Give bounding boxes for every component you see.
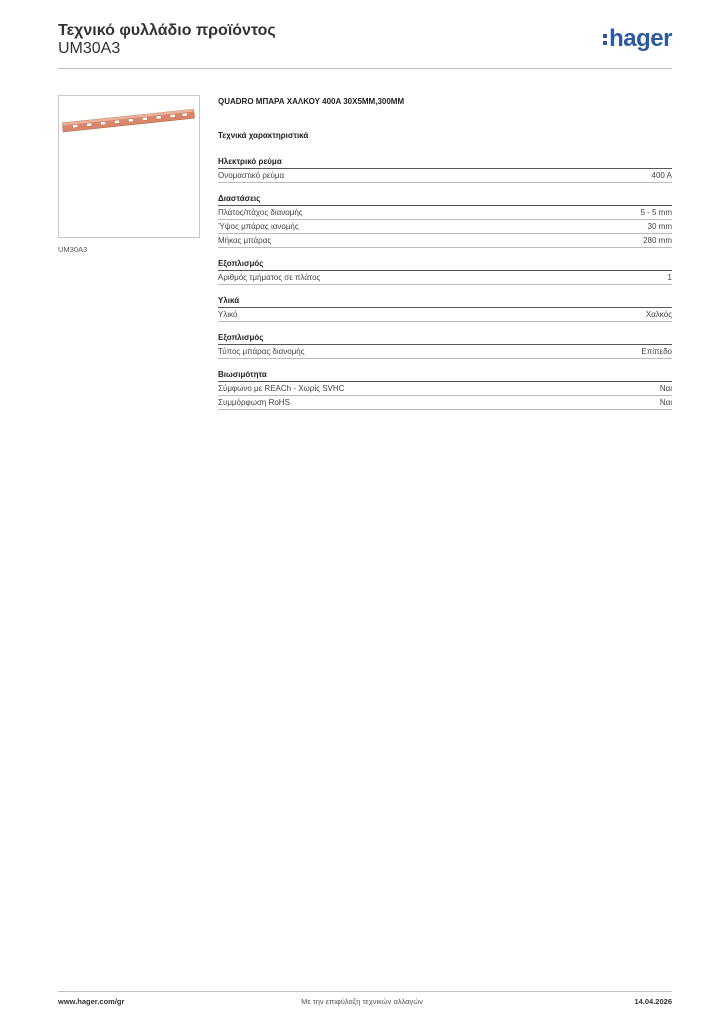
- spec-row: [218, 234, 672, 248]
- section-title: Υλικά: [218, 295, 672, 308]
- spec-row: [218, 308, 672, 322]
- section-title: Βιωσιμότητα: [218, 369, 672, 382]
- spec-value: 30 mm: [647, 222, 672, 231]
- product-name: QUADRO ΜΠΑΡΑ ΧΑΛΚΟΥ 400A 30X5MM,300MM: [218, 97, 405, 106]
- spec-label: Σύμφωνο με REACh - Χωρίς SVHC: [218, 384, 345, 393]
- image-caption: UM30A3: [58, 245, 88, 254]
- spec-value: Ναι: [659, 384, 672, 393]
- hager-logo: [603, 27, 672, 51]
- logo-text: hager: [609, 25, 672, 52]
- spec-section-sustainability: [218, 369, 672, 410]
- spec-section-equipment: [218, 258, 672, 285]
- spec-label: Υλικό: [218, 310, 238, 319]
- footer-divider: [58, 991, 672, 992]
- spec-value: Επίπεδο: [641, 347, 672, 356]
- product-image: [58, 95, 200, 238]
- footer-date: 14.04.2026: [634, 997, 672, 1006]
- logo-colon-icon: [603, 34, 607, 45]
- spec-section-equipment-type: [218, 332, 672, 359]
- spec-value: 5 - 5 mm: [640, 208, 672, 217]
- spec-label: Τύπος μπάρας διανομής: [218, 347, 305, 356]
- footer-website-link[interactable]: www.hager.com/gr: [58, 997, 125, 1006]
- section-title: Εξοπλισμός: [218, 258, 672, 271]
- copper-busbar-icon: [59, 96, 199, 237]
- spec-value: Χαλκός: [645, 310, 672, 319]
- spec-row: [218, 169, 672, 183]
- spec-section-dimensions: [218, 193, 672, 248]
- spec-section-electrical: [218, 156, 672, 183]
- spec-value: Ναι: [659, 398, 672, 407]
- spec-row: [218, 382, 672, 396]
- spec-label: Συμμόρφωση RoHS: [218, 398, 290, 407]
- tech-characteristics-heading: Τεχνικά χαρακτηριστικά: [218, 131, 309, 140]
- document-title: Τεχνικό φυλλάδιο προϊόντος: [58, 22, 276, 39]
- spec-row: [218, 396, 672, 410]
- spec-value: 1: [667, 273, 672, 282]
- spec-label: Πλάτος/πάχος διανομής: [218, 208, 303, 217]
- spec-section-materials: [218, 295, 672, 322]
- spec-row: [218, 206, 672, 220]
- spec-value: 280 mm: [643, 236, 672, 245]
- spec-row: [218, 220, 672, 234]
- header-divider: [58, 68, 672, 69]
- spec-label: Ονομαστικό ρεύμα: [218, 171, 285, 180]
- spec-label: Ύψος μπάρας ιανομής: [218, 222, 299, 231]
- section-title: Ηλεκτρικό ρεύμα: [218, 156, 672, 169]
- spec-table: [218, 156, 672, 420]
- product-code: UM30A3: [58, 40, 121, 57]
- page-header: [58, 22, 672, 70]
- spec-value: 400 A: [651, 171, 672, 180]
- spec-label: Αριθμός τμήματος σε πλάτος: [218, 273, 321, 282]
- section-title: Διαστάσεις: [218, 193, 672, 206]
- section-title: Εξοπλισμός: [218, 332, 672, 345]
- spec-row: [218, 271, 672, 285]
- footer-disclaimer: Με την επιφύλαξη τεχνικών αλλαγών: [301, 997, 423, 1006]
- spec-label: Μήκος μπάρας: [218, 236, 272, 245]
- spec-row: [218, 345, 672, 359]
